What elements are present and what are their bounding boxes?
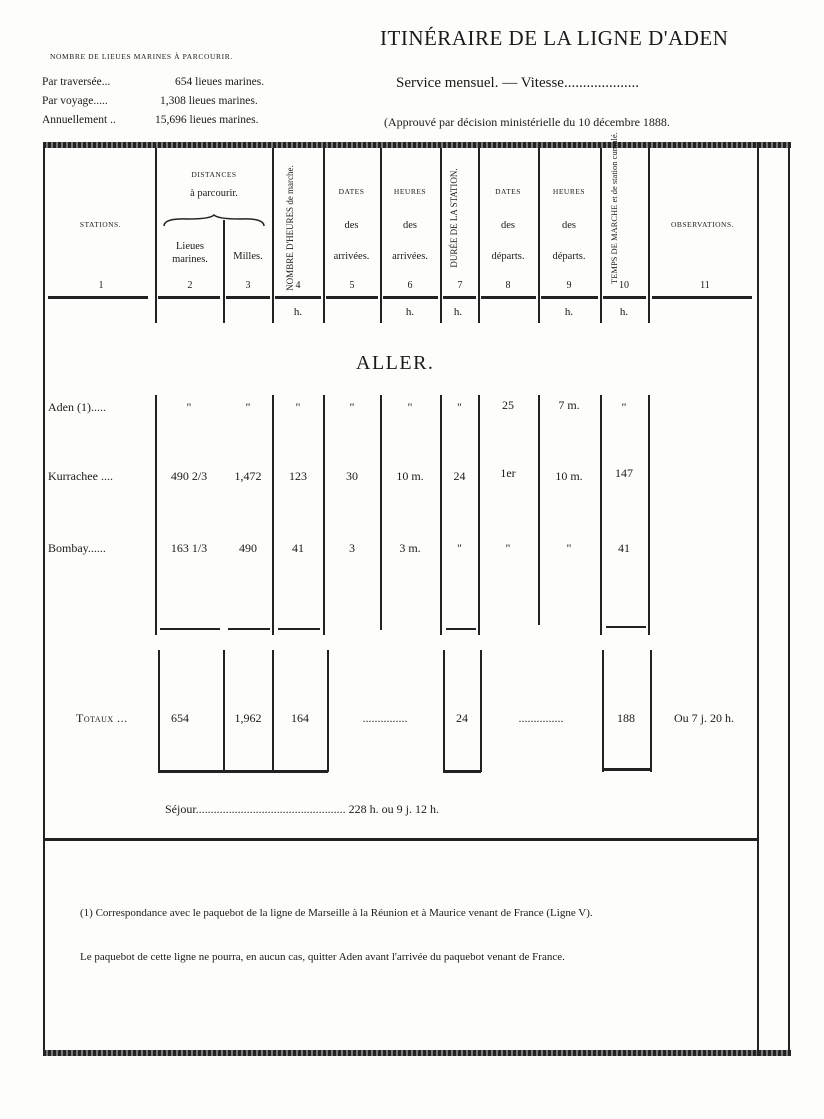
unit-c7: h. [453, 306, 463, 318]
col-sep-5 [380, 148, 382, 323]
row-aden-milles: " [245, 400, 251, 414]
row-bombay-heure-arr: 3 m. [399, 541, 421, 555]
row-aden-duree: " [457, 400, 462, 414]
frame-bottom-border [43, 1050, 791, 1056]
colnum-11: 11 [700, 280, 710, 291]
sum-rule-4 [278, 628, 320, 630]
unit-c6: h. [405, 306, 415, 318]
row-kurrachee-lieues: 490 2/3 [170, 469, 208, 483]
row-kurrachee-heure-arr: 10 m. [396, 469, 424, 483]
lieues-label-voyage: Par voyage..... [42, 95, 108, 107]
colnum-10: 10 [619, 280, 629, 291]
col-sep-6 [440, 148, 442, 323]
hdr-rule-5 [326, 296, 378, 299]
hdr-rule-10 [603, 296, 646, 299]
hdr-heures-dep-3: départs. [552, 251, 586, 262]
row-aden-station: Aden (1)..... [48, 400, 106, 414]
row-bombay-lieues: 163 1/3 [170, 541, 208, 555]
row-bombay-heures: 41 [292, 541, 304, 555]
colnum-2: 2 [187, 280, 193, 291]
hdr-rule-4 [275, 296, 321, 299]
hdr-heures-dep-2: des [562, 220, 576, 231]
hdr-dates-arr-1: DATES [338, 187, 365, 196]
hdr-rule-11 [652, 296, 752, 299]
body-sep-3 [272, 395, 274, 635]
hdr-temps: TEMPS DE MARCHE et de station cumulé. [609, 132, 619, 284]
totals-heures: 164 [291, 711, 309, 725]
lieues-label-annuel: Annuellement .. [42, 114, 116, 126]
hdr-rule-2 [158, 296, 220, 299]
col-sep-2 [223, 220, 225, 323]
colnum-3: 3 [245, 280, 251, 291]
totals-dots-2: ............... [518, 711, 564, 725]
colnum-1: 1 [98, 280, 104, 291]
colnum-6: 6 [407, 280, 413, 291]
body-sep-7 [478, 395, 480, 635]
row-kurrachee-heures: 123 [289, 469, 307, 483]
col-sep-1 [155, 148, 157, 323]
row-bombay-date-dep: " [505, 541, 511, 555]
colnum-4: 4 [295, 280, 301, 291]
row-kurrachee-date-arr: 30 [346, 469, 358, 483]
frame-right-border [788, 142, 790, 1056]
col-sep-7 [478, 148, 480, 323]
row-bombay-temps: 41 [618, 541, 630, 555]
footnote-1: (1) Correspondance avec le paquebot de la ligne de Marseille à la Réunion et à Maurice venant de France (Ligne V). [80, 907, 593, 919]
hdr-dates-arr-2: des [344, 220, 359, 231]
row-kurrachee-date-dep: 1er [500, 466, 516, 480]
lieues-value-traversee: 654 lieues marines. [175, 76, 265, 88]
page-title: ITINÉRAIRE DE LA LIGNE D'ADEN [380, 26, 729, 50]
colnum-9: 9 [566, 280, 572, 291]
col-sep-3 [272, 148, 274, 323]
totals-lieues: 654 [171, 711, 189, 725]
col-sep-8 [538, 148, 540, 323]
notes-separator [45, 838, 757, 841]
section-aller: ALLER. [356, 352, 435, 374]
hdr-distances: DISTANCES [191, 170, 237, 179]
sum-rule-7 [446, 628, 476, 630]
lieues-value-annuel: 15,696 lieues marines. [155, 114, 259, 126]
hdr-heures-arr-3: arrivées. [392, 251, 428, 262]
sejour-line: Séjour.................................................. 228 h. ou 9 j. 12 h. [165, 802, 440, 816]
totals-duree: 24 [456, 711, 468, 725]
row-aden-temps: " [621, 400, 627, 414]
row-aden-heure-arr: " [407, 400, 413, 414]
hdr-rule-6 [383, 296, 438, 299]
sum-rule-3 [228, 628, 270, 630]
tot-bottom-rule-2 [443, 770, 481, 773]
row-aden-heures: " [295, 400, 301, 414]
totals-milles: 1,962 [234, 711, 262, 725]
totals-temps: 188 [617, 711, 635, 725]
row-aden-date-arr: " [349, 400, 355, 414]
lieues-label-traversee: Par traversée... [42, 76, 111, 88]
colnum-8: 8 [505, 280, 511, 291]
totals-label: Totaux ... [76, 711, 128, 725]
row-kurrachee-station: Kurrachee .... [48, 469, 113, 483]
row-bombay-station: Bombay...... [48, 541, 106, 555]
hdr-a-parcourir: à parcourir. [190, 188, 238, 199]
body-sep-10 [648, 395, 650, 635]
sum-rule-10 [606, 626, 646, 628]
col-sep-4 [323, 148, 325, 323]
hdr-rule-7 [443, 296, 476, 299]
totals-dots-1: ............... [362, 711, 408, 725]
body-sep-5 [380, 395, 382, 630]
hdr-milles: Milles. [233, 251, 263, 262]
hdr-dates-dep-1: DATES [495, 187, 521, 196]
col-sep-9 [600, 148, 602, 323]
unit-c10: h. [619, 306, 629, 318]
hdr-dates-dep-2: des [501, 220, 515, 231]
row-kurrachee-temps: 147 [615, 466, 633, 480]
row-kurrachee-milles: 1,472 [234, 469, 262, 483]
approval-line: (Approuvé par décision ministérielle du 10 décembre 1888. [384, 115, 670, 129]
tot-sep-h [650, 650, 652, 772]
row-kurrachee-heure-dep: 10 m. [555, 469, 583, 483]
totals-observations: Ou 7 j. 20 h. [674, 711, 734, 725]
body-sep-9 [600, 395, 602, 635]
row-bombay-heure-dep: " [566, 541, 572, 555]
body-sep-4 [323, 395, 325, 635]
hdr-duree: DURÉE DE LA STATION. [449, 168, 459, 268]
lieues-value-voyage: 1,308 lieues marines. [160, 95, 258, 107]
colnum-5: 5 [349, 280, 355, 291]
hdr-stations: STATIONS. [79, 220, 122, 229]
row-aden-lieues: " [186, 400, 192, 414]
hdr-heures-arr-1: HEURES [393, 187, 427, 196]
row-aden-heure-dep: 7 m. [558, 398, 580, 412]
frame-left-border [43, 142, 45, 1056]
body-sep-1 [155, 395, 157, 635]
hdr-rule-9 [541, 296, 598, 299]
tot-bottom-rule-3 [602, 768, 651, 771]
brace-icon [162, 214, 266, 228]
hdr-rule-8 [481, 296, 536, 299]
hdr-heures-dep-1: HEURES [552, 187, 586, 196]
hdr-dates-arr-3: arrivées. [333, 251, 370, 262]
hdr-heures-arr-2: des [403, 220, 417, 231]
hdr-rule-3 [226, 296, 270, 299]
hdr-observations: OBSERVATIONS. [670, 220, 735, 229]
col-sep-10 [648, 148, 650, 323]
hdr-rule-1 [48, 296, 148, 299]
row-bombay-milles: 490 [239, 541, 257, 555]
row-bombay-duree: " [457, 541, 462, 555]
colnum-7: 7 [457, 280, 463, 291]
sum-rule-2 [160, 628, 220, 630]
row-aden-date-dep: 25 [502, 398, 514, 412]
tot-sep-f [480, 650, 482, 772]
row-kurrachee-duree: 24 [453, 469, 466, 483]
service-line: Service mensuel. — Vitesse.................... [396, 75, 639, 91]
hdr-lieues-marines: Lieues marines. [172, 241, 208, 266]
hdr-dates-dep-3: départs. [491, 251, 525, 262]
unit-c9: h. [564, 306, 574, 318]
tot-bottom-rule-1 [158, 770, 328, 773]
row-bombay-date-arr: 3 [349, 541, 355, 555]
tot-sep-d [327, 650, 329, 772]
body-sep-8 [538, 395, 540, 625]
frame-inner-right-border [757, 142, 759, 1056]
body-sep-6 [440, 395, 442, 635]
lieues-heading: NOMBRE DE LIEUES MARINES À PARCOURIR. [50, 52, 233, 61]
hdr-nombre-heures: NOMBRE D'HEURES de marche. [285, 165, 295, 291]
unit-c4: h. [293, 306, 303, 318]
footnote-2: Le paquebot de cette ligne ne pourra, en aucun cas, quitter Aden avant l'arrivée du paquebot venant de France. [80, 951, 565, 963]
